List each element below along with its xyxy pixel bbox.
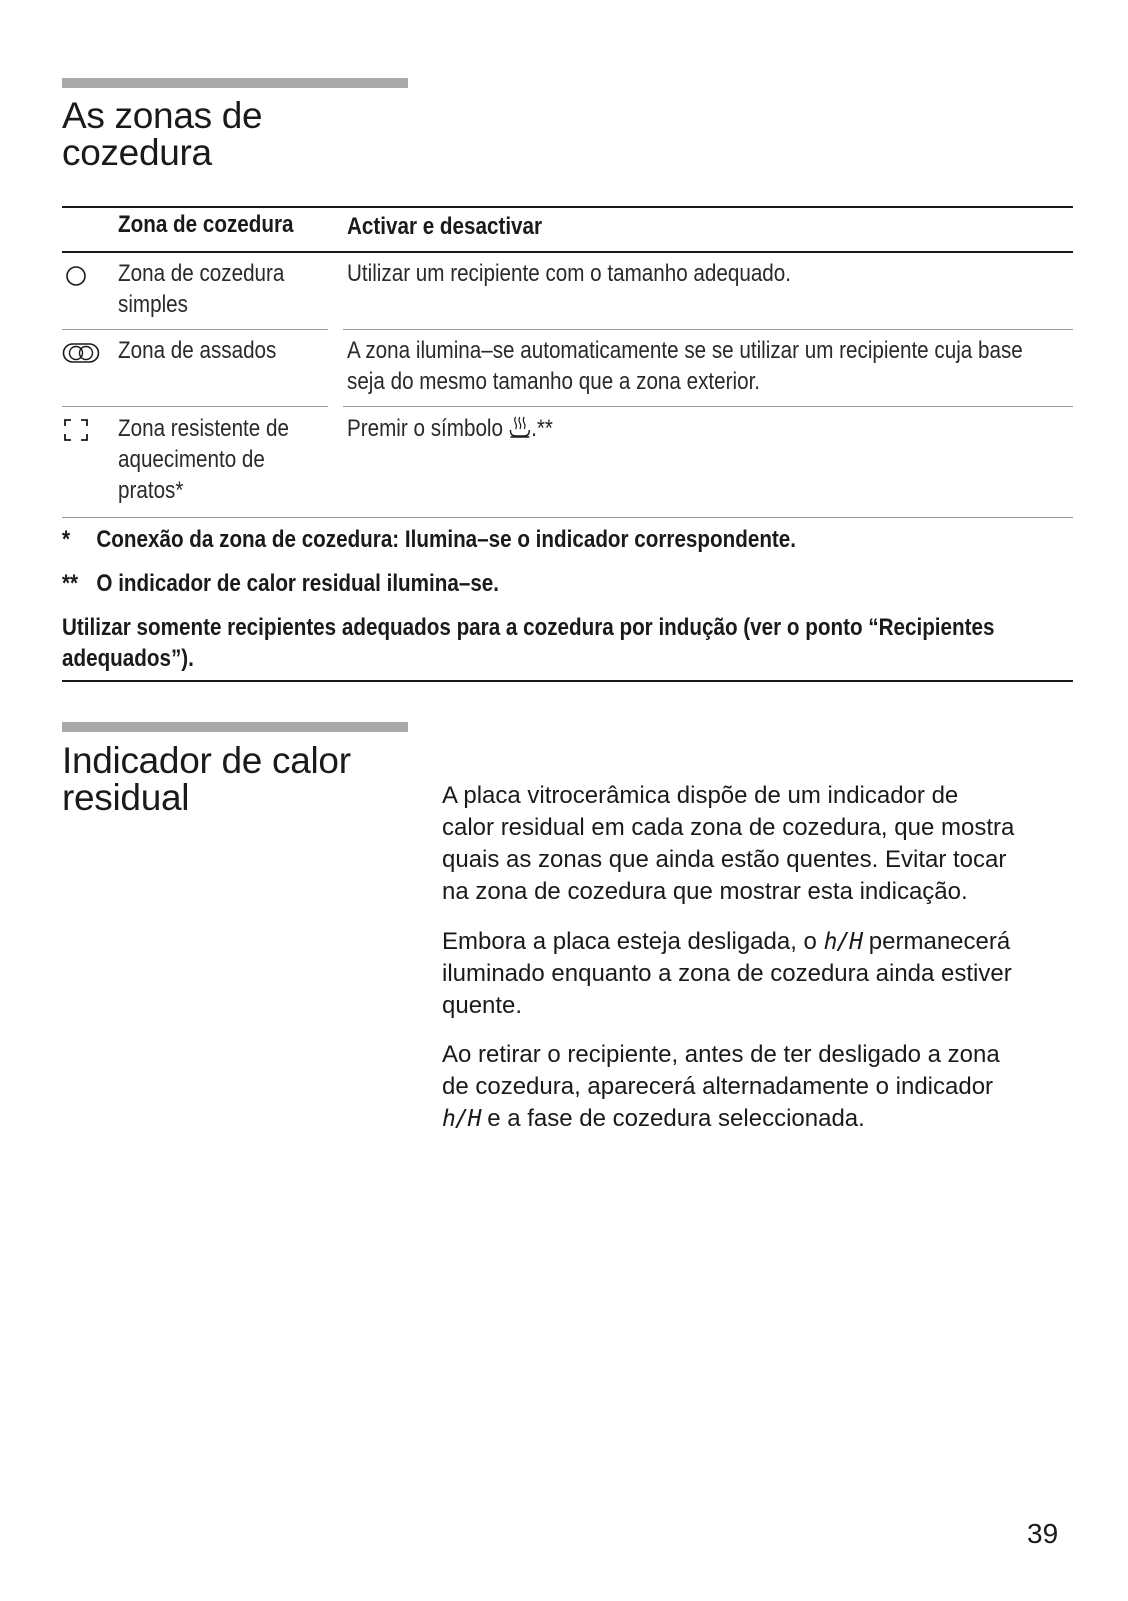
row-divider-right [343, 406, 1073, 407]
table-bottom-rule [62, 517, 1073, 518]
zone-action: Utilizar um recipiente com o tamanho adequado. [347, 260, 792, 287]
zone-name: Zona resistente de aquecimento de pratos* [118, 415, 289, 504]
warming-zone-icon [63, 418, 89, 442]
row-divider-right [343, 329, 1073, 330]
table-header-zone: Zona de cozedura [118, 211, 294, 238]
footnote: * Conexão da zona de cozedura: Ilumina–se o indicador correspondente. [62, 526, 797, 553]
section-bottom-rule [62, 680, 1073, 682]
zone-name: Zona de cozedura simples [118, 260, 285, 318]
residual-heat-symbol: h/H [823, 929, 863, 955]
plate-warmer-symbol-icon [509, 414, 531, 440]
paragraph: Embora a placa esteja desligada, o h/H permanecerá iluminado enquanto a zona de cozedura ainda estiver quente. [442, 928, 1012, 1019]
section-title-cooking-zones: As zonas de cozedura [62, 95, 263, 173]
table-top-rule [62, 206, 1073, 208]
single-circle-icon [65, 265, 87, 287]
page-number: 39 [1027, 1518, 1059, 1549]
paragraph: Ao retirar o recipiente, antes de ter desligado a zona de cozedura, aparecerá alternadamente o indicador h/H e a fase de cozedura seleccionada. [442, 1041, 1000, 1132]
table-header-rule [62, 251, 1073, 253]
oval-roasting-icon [62, 342, 100, 364]
section-title-residual-heat: Indicador de calor residual [62, 740, 351, 818]
paragraph: A placa vitrocerâmica dispõe de um indicador de calor residual em cada zona de cozedura, que mostra quais as zonas que ainda estão quentes. Evitar tocar na zona de cozedura que mostrar esta indicação. [442, 782, 1015, 905]
zone-action: Premir o símbolo .** [347, 415, 553, 442]
footnote: ** O indicador de calor residual ilumina–se. [62, 570, 500, 597]
residual-heat-symbol: h/H [442, 1106, 481, 1132]
zone-name: Zona de assados [118, 337, 277, 364]
section-heading-bar [62, 722, 408, 732]
notice: Utilizar somente recipientes adequados para a cozedura por indução (ver o ponto “Recipientes adequados”). [62, 614, 995, 672]
table-header-action: Activar e desactivar [347, 213, 543, 240]
zone-action: A zona ilumina–se automaticamente se se utilizar um recipiente cuja base seja do mesmo tamanho que a zona exterior. [347, 337, 1023, 395]
section-heading-bar [62, 78, 408, 88]
row-divider-left [62, 406, 328, 407]
row-divider-left [62, 329, 328, 330]
